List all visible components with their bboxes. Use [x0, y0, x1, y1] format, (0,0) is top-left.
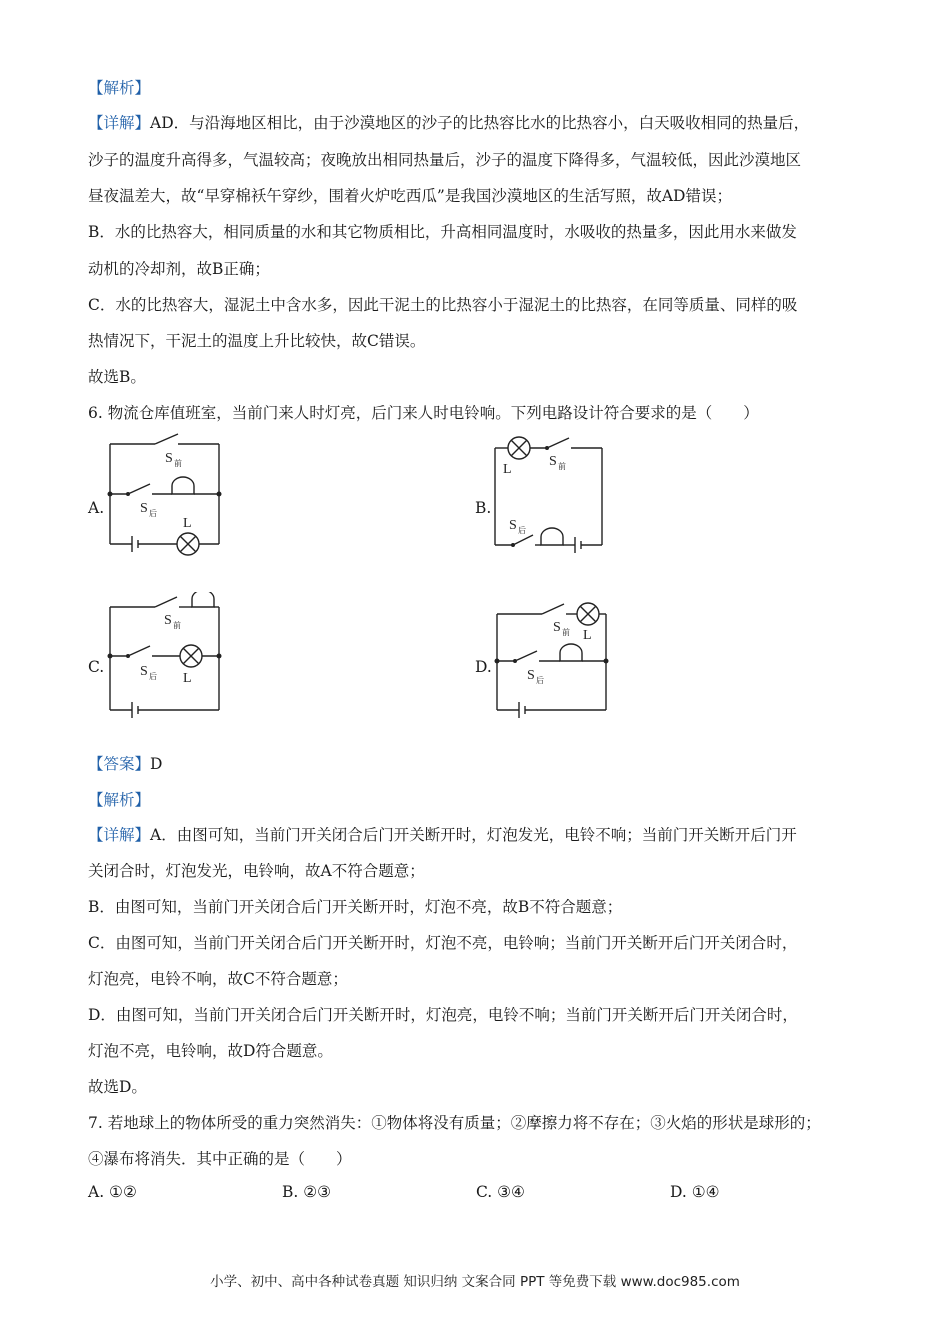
option-b-label: B.	[475, 499, 492, 517]
detail-line: 昼夜温差大，故“早穿棉袄午穿纱，围着火炉吃西瓜”是我国沙漠地区的生活写照，故AD错误；	[88, 187, 732, 205]
switch-back-sub: 后	[518, 526, 526, 535]
switch-back-label: S	[527, 668, 535, 683]
switch-front-sub: 前	[174, 459, 182, 468]
option-d-label: D.	[475, 658, 492, 676]
circuit-b-diagram	[485, 432, 615, 562]
q7-option-d: D. ①④	[670, 1183, 720, 1201]
analysis-heading: 【解析】	[88, 791, 151, 809]
detail-paragraph: 【详解】A．由图可知，当前门开关闭合后门开关断开时，灯泡发光，电铃不响；当前门开关断开后门开	[88, 826, 797, 844]
detail-line: C．水的比热容大，湿泥土中含水多，因此干泥土的比热容小于湿泥土的比热容，在同等质量、同样的吸	[88, 296, 798, 314]
question-7-stem-cont: ④瀑布将消失．其中正确的是（ ）	[88, 1150, 352, 1168]
option-a-label: A.	[88, 499, 105, 517]
switch-back-label: S	[140, 501, 148, 516]
lamp-label: L	[583, 628, 592, 643]
option-c-label: C.	[88, 658, 105, 676]
switch-back-label: S	[140, 664, 148, 679]
question-6-stem: 6. 物流仓库值班室，当前门来人时灯亮，后门来人时电铃响。下列电路设计符合要求的是（ ）	[88, 404, 759, 422]
circuit-d-diagram	[487, 592, 617, 722]
switch-front-label: S	[553, 620, 561, 635]
switch-back-sub: 后	[149, 672, 157, 681]
switch-front-sub: 前	[558, 462, 566, 471]
lamp-label: L	[503, 462, 512, 477]
q7-option-a: A. ①②	[88, 1183, 137, 1201]
page-footer: 小学、初中、高中各种试卷真题 知识归纳 文案合同 PPT 等免费下载 www.doc985.com	[210, 1274, 740, 1290]
switch-front-sub: 前	[173, 621, 181, 630]
circuit-a-diagram	[100, 432, 230, 562]
answer-line: 【答案】D	[88, 755, 163, 773]
detail-line: B．水的比热容大，相同质量的水和其它物质相比，升高相同温度时，水吸收的热量多，因此用水来做发	[88, 223, 797, 241]
switch-front-label: S	[165, 451, 173, 466]
detail-line: 关闭合时，灯泡发光，电铃响，故A不符合题意；	[88, 862, 425, 880]
switch-front-sub: 前	[562, 628, 570, 637]
detail-line: 灯泡不亮，电铃响，故D符合题意。	[88, 1042, 333, 1060]
detail-line: D．由图可知，当前门开关闭合后门开关断开时，灯泡亮，电铃不响；当前门开关断开后门开关闭合时，	[88, 1006, 798, 1024]
circuit-c-diagram	[100, 592, 230, 722]
switch-front-label: S	[549, 454, 557, 469]
lamp-label: L	[183, 516, 192, 531]
detail-conclusion: 故选D。	[88, 1078, 147, 1096]
detail-conclusion: 故选B。	[88, 368, 146, 386]
detail-line: B．由图可知，当前门开关闭合后门开关断开时，灯泡不亮，故B不符合题意；	[88, 898, 623, 916]
switch-front-label: S	[164, 613, 172, 628]
detail-paragraph: 【详解】AD．与沿海地区相比，由于沙漠地区的沙子的比热容比水的比热容小，白天吸收相同的热量后，	[88, 114, 810, 132]
lamp-label: L	[183, 671, 192, 686]
detail-line: C．由图可知，当前门开关闭合后门开关断开时，灯泡不亮，电铃响；当前门开关断开后门开关闭合时，	[88, 934, 798, 952]
switch-back-label: S	[509, 518, 517, 533]
switch-back-sub: 后	[536, 676, 544, 685]
detail-line: 灯泡亮，电铃不响，故C不符合题意；	[88, 970, 348, 988]
detail-line: 动机的冷却剂，故B正确；	[88, 260, 270, 278]
question-7-stem: 7. 若地球上的物体所受的重力突然消失：①物体将没有质量；②摩擦力将不存在；③火焰的形状是球形的；	[88, 1114, 821, 1132]
analysis-heading: 【解析】	[88, 79, 151, 97]
detail-line: 沙子的温度升高得多，气温较高；夜晚放出相同热量后，沙子的温度下降得多，气温较低，因此沙漠地区	[88, 151, 802, 169]
q7-option-c: C. ③④	[476, 1183, 525, 1201]
detail-line: 热情况下，干泥土的温度上升比较快，故C错误。	[88, 332, 426, 350]
switch-back-sub: 后	[149, 509, 157, 518]
q7-option-b: B. ②③	[282, 1183, 332, 1201]
